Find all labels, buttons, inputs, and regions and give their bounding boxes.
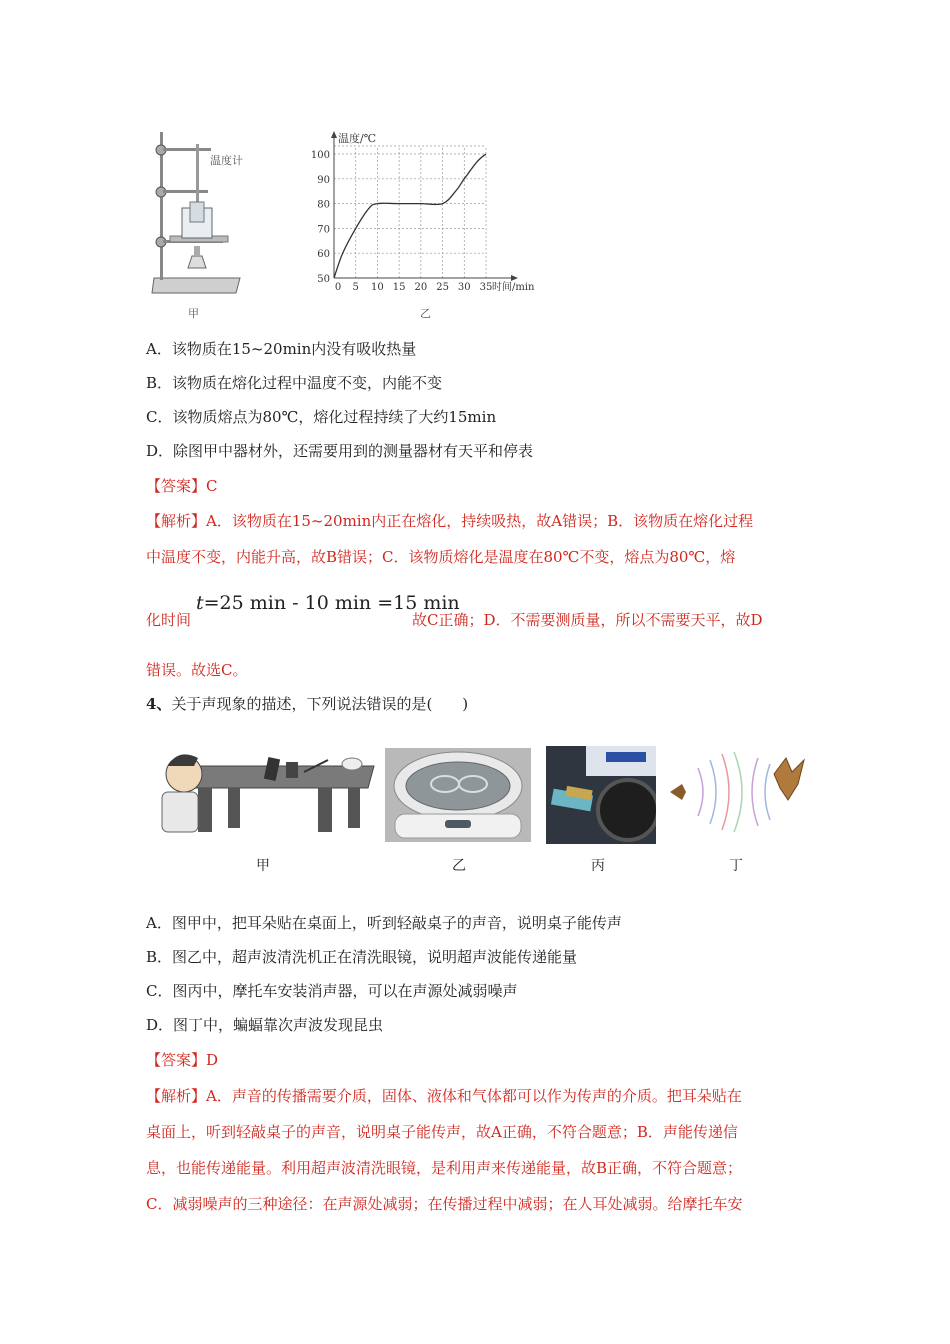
q4-option-d: D．图丁中，蝙蝠靠次声波发现昆虫 [146, 1016, 384, 1034]
y-axis-label: 温度/℃ [338, 132, 377, 145]
q3-option-a: A．该物质在15~20min内没有吸收热量 [146, 340, 417, 358]
figure-caption-yi-top: 乙 [420, 307, 431, 320]
x-tick-label: 30 [457, 282, 471, 293]
y-tick-label: 60 [317, 249, 330, 261]
image-ding-bat-echolocation [668, 748, 806, 840]
q4-analysis-line1: 【解析】A．声音的传播需要介质，固体、液体和气体都可以作为传声的介质。把耳朵贴在 [146, 1087, 742, 1105]
q3-analysis-line3a: 化时间 [146, 611, 192, 629]
q3-analysis-line2: 中温度不变，内能升高，故B错误；C．该物质熔化是温度在80℃不变，熔点为80℃，熔 [146, 548, 736, 566]
q3-analysis-line3b: 故C正确；D．不需要测质量，所以不需要天平，故D [412, 611, 763, 629]
image-bing-motorcycle-muffler [546, 746, 656, 844]
x-tick-label: 20 [414, 282, 428, 293]
image-yi-ultrasonic-cleaner [385, 748, 531, 842]
temperature-curve [334, 154, 486, 278]
q4-option-a: A．图甲中，把耳朵贴在桌面上，听到轻敲桌子的声音，说明桌子能传声 [146, 914, 622, 932]
q4-answer: 【答案】D [146, 1051, 219, 1069]
x-tick-label: 15 [392, 282, 406, 293]
y-tick-label: 100 [310, 150, 330, 161]
image-caption-bing: 丙 [591, 858, 605, 874]
figure-caption-jia-top: 甲 [188, 307, 199, 320]
q4-number: 4、 [146, 695, 172, 713]
x-axis-arrow [511, 275, 518, 281]
y-tick-label: 70 [317, 224, 330, 236]
q3-option-b: B．该物质在熔化过程中温度不变，内能不变 [146, 374, 443, 392]
y-tick-label: 90 [317, 174, 330, 186]
q3-analysis-line1: 【解析】A．该物质在15~20min内正在熔化，持续吸热，故A错误；B．该物质在熔化过程 [146, 512, 754, 530]
q4-stem [146, 693, 468, 714]
y-axis-arrow [331, 131, 337, 138]
q3-answer: 【答案】C [146, 477, 218, 495]
image-caption-ding: 丁 [729, 858, 743, 874]
x-tick-label: 0 [334, 282, 342, 293]
q4-option-c: C．图丙中，摩托车安装消声器，可以在声源处减弱噪声 [146, 982, 518, 1000]
q4-analysis-line2: 桌面上，听到轻敲桌子的声音，说明桌子能传声，故A正确，不符合题意；B．声能传递信 [146, 1123, 738, 1141]
y-tick-label: 50 [317, 274, 330, 285]
q4-option-b: B．图乙中，超声波清洗机正在清洗眼镜，说明超声波能传递能量 [146, 948, 578, 966]
image-jia-desk-ear [158, 744, 376, 836]
q3-option-c: C．该物质熔点为80℃，熔化过程持续了大约15min [146, 408, 497, 426]
q4-analysis-line4: C．减弱噪声的三种途径：在声源处减弱；在传播过程中减弱；在人耳处减弱。给摩托车安 [146, 1195, 743, 1213]
x-axis-label: 时间/min [492, 282, 535, 293]
formula-variable: t [196, 592, 204, 614]
x-tick-label: 35 [479, 282, 493, 293]
x-tick-label: 5 [352, 282, 359, 293]
q4-analysis-line3: 息，也能传递能量。利用超声波清洗眼镜，是利用声来传递能量，故B正确，不符合题意； [146, 1159, 743, 1177]
q4-stem-text: 关于声现象的描述，下列说法错误的是( ) [171, 695, 469, 713]
x-tick-label: 10 [371, 282, 384, 293]
temperature-time-graph [304, 128, 554, 300]
thermometer-label: 温度计 [210, 154, 243, 167]
y-tick-label: 80 [317, 199, 330, 211]
x-tick-label: 25 [436, 282, 449, 293]
formula-expression: =25 min - 10 min =15 min [203, 592, 460, 614]
image-caption-jia: 甲 [256, 858, 270, 874]
q3-option-d: D．除图甲中器材外，还需要用到的测量器材有天平和停表 [146, 442, 534, 460]
q3-analysis-line4: 错误。故选C。 [146, 661, 248, 679]
image-caption-yi: 乙 [452, 858, 466, 874]
